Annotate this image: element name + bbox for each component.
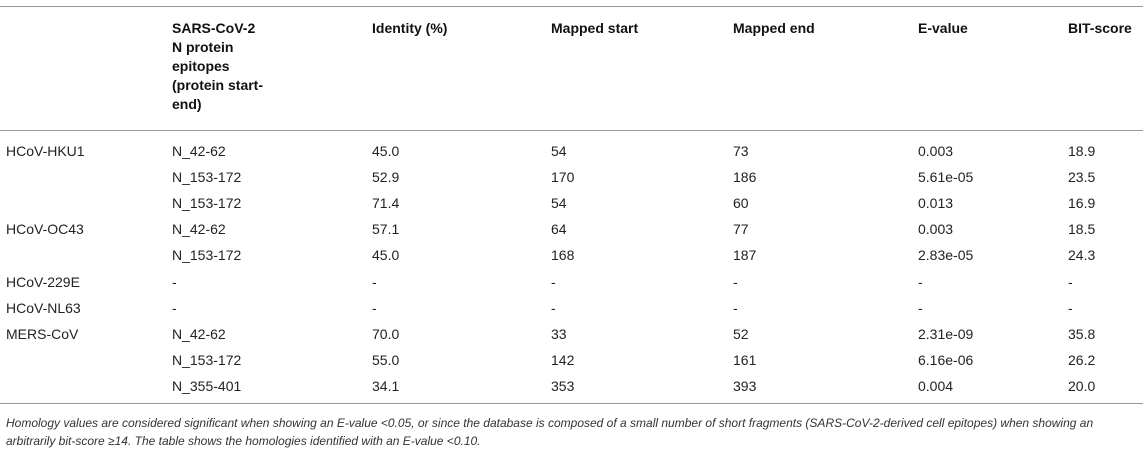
header-mapped-start: Mapped start bbox=[551, 20, 639, 36]
cell-epitope: N_153-172 bbox=[172, 169, 242, 186]
cell-mapped-start: 142 bbox=[551, 351, 575, 368]
cell-bit-score: 23.5 bbox=[1068, 169, 1096, 186]
cell-identity: - bbox=[372, 273, 377, 290]
cell-mapped-start: 33 bbox=[551, 325, 567, 342]
header-identity: Identity (%) bbox=[372, 20, 448, 36]
header-e-value: E-value bbox=[918, 20, 968, 36]
cell-mapped-start: 54 bbox=[551, 195, 567, 212]
cell-mapped-end: 52 bbox=[733, 325, 749, 342]
cell-bit-score: - bbox=[1068, 273, 1073, 290]
cell-identity: 52.9 bbox=[372, 169, 400, 186]
cell-epitope: N_42-62 bbox=[172, 221, 226, 238]
cell-virus: HCoV-HKU1 bbox=[6, 143, 85, 159]
cell-epitope: - bbox=[172, 299, 177, 316]
cell-bit-score: - bbox=[1068, 299, 1073, 316]
cell-bit-score: 18.5 bbox=[1068, 221, 1096, 238]
cell-e-value: 0.004 bbox=[918, 377, 954, 394]
cell-epitope: - bbox=[172, 273, 177, 290]
cell-identity: 55.0 bbox=[372, 351, 400, 368]
cell-mapped-end: - bbox=[733, 299, 738, 316]
cell-identity: 70.0 bbox=[372, 325, 400, 342]
cell-epitope: N_153-172 bbox=[172, 195, 242, 212]
cell-e-value: - bbox=[918, 299, 923, 316]
cell-mapped-start: 168 bbox=[551, 247, 575, 264]
cell-bit-score: 20.0 bbox=[1068, 377, 1096, 394]
cell-identity: 45.0 bbox=[372, 143, 400, 159]
header-mapped-end: Mapped end bbox=[733, 20, 815, 36]
cell-bit-score: 24.3 bbox=[1068, 247, 1096, 264]
table-top-rule bbox=[0, 6, 1143, 7]
cell-virus: HCoV-NL63 bbox=[6, 299, 81, 316]
cell-identity: - bbox=[372, 299, 377, 316]
cell-mapped-end: 393 bbox=[733, 377, 757, 394]
cell-e-value: 6.16e-06 bbox=[918, 351, 974, 368]
cell-mapped-start: 64 bbox=[551, 221, 567, 238]
cell-bit-score: 26.2 bbox=[1068, 351, 1096, 368]
cell-bit-score: 18.9 bbox=[1068, 143, 1096, 159]
cell-epitope: N_42-62 bbox=[172, 143, 226, 159]
cell-e-value: 0.003 bbox=[918, 221, 954, 238]
header-epitopes: SARS-CoV-2 N protein epitopes (protein start-end) bbox=[172, 20, 263, 112]
cell-identity: 34.1 bbox=[372, 377, 400, 394]
cell-bit-score: 16.9 bbox=[1068, 195, 1096, 212]
cell-mapped-start: - bbox=[551, 273, 556, 290]
table-bottom-rule bbox=[0, 403, 1143, 404]
cell-bit-score: 35.8 bbox=[1068, 325, 1096, 342]
cell-mapped-start: - bbox=[551, 299, 556, 316]
cell-identity: 45.0 bbox=[372, 247, 400, 264]
cell-epitope: N_355-401 bbox=[172, 377, 242, 394]
cell-e-value: - bbox=[918, 273, 923, 290]
cell-mapped-start: 170 bbox=[551, 169, 575, 186]
cell-mapped-end: 186 bbox=[733, 169, 757, 186]
cell-epitope: N_153-172 bbox=[172, 351, 242, 368]
cell-mapped-end: 60 bbox=[733, 195, 749, 212]
cell-e-value: 0.003 bbox=[918, 143, 954, 159]
cell-mapped-end: 161 bbox=[733, 351, 757, 368]
cell-mapped-start: 353 bbox=[551, 377, 575, 394]
cell-mapped-end: 73 bbox=[733, 143, 749, 159]
cell-identity: 71.4 bbox=[372, 195, 400, 212]
cell-e-value: 5.61e-05 bbox=[918, 169, 974, 186]
cell-mapped-end: 187 bbox=[733, 247, 757, 264]
cell-identity: 57.1 bbox=[372, 221, 400, 238]
cell-e-value: 2.83e-05 bbox=[918, 247, 974, 264]
cell-virus: MERS-CoV bbox=[6, 325, 79, 342]
cell-virus: HCoV-229E bbox=[6, 273, 80, 290]
table-header-rule bbox=[0, 130, 1143, 131]
cell-virus: HCoV-OC43 bbox=[6, 221, 84, 238]
cell-e-value: 0.013 bbox=[918, 195, 954, 212]
header-bit-score: BIT-score bbox=[1068, 20, 1132, 36]
cell-mapped-end: - bbox=[733, 273, 738, 290]
cell-mapped-end: 77 bbox=[733, 221, 749, 238]
cell-epitope: N_153-172 bbox=[172, 247, 242, 264]
cell-epitope: N_42-62 bbox=[172, 325, 226, 342]
cell-e-value: 2.31e-09 bbox=[918, 325, 974, 342]
table-footnote: Homology values are considered significant when showing an E-value <0.05, or since the database is composed of a small number of short fragments (SARS-CoV-2-derived cell epitopes) when showing an arbitrarily bit-score ≥14. The table shows the homologies identified with an E-value <0.10. bbox=[6, 416, 1094, 448]
cell-mapped-start: 54 bbox=[551, 143, 567, 159]
